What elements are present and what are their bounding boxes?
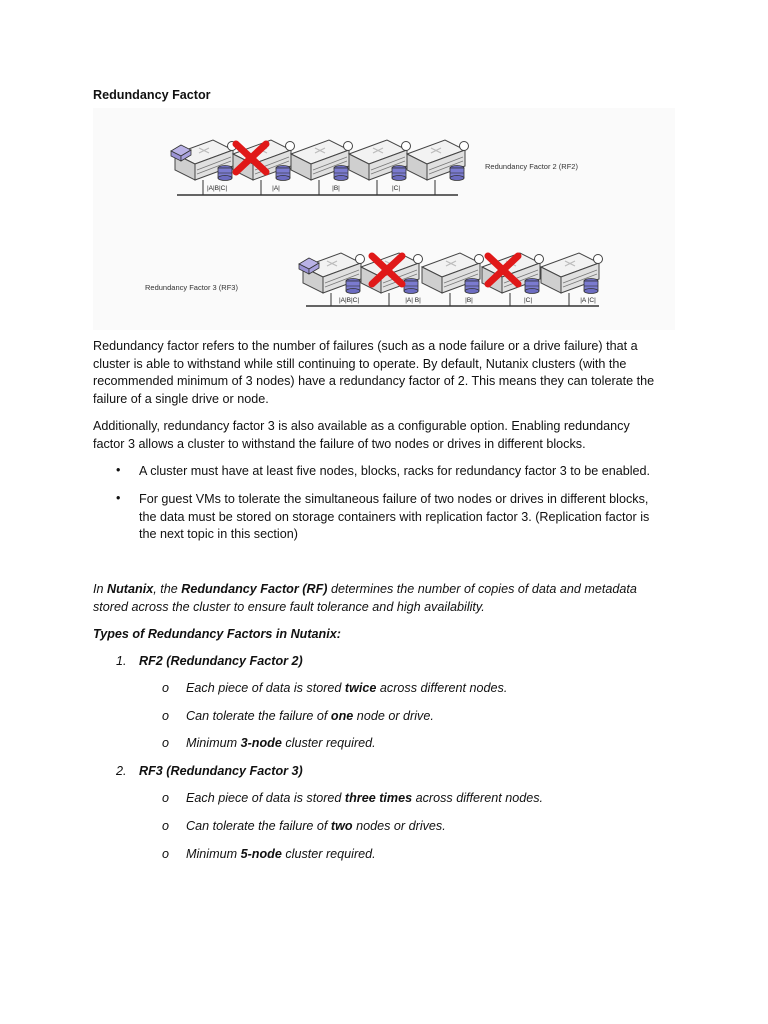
rf2-label: Redundancy Factor 2 (RF2) — [485, 162, 578, 171]
text-line: failure of a single drive or node. — [93, 391, 269, 406]
sub-bullet-marker: o — [162, 819, 170, 833]
text-line: In Nutanix, the Redundancy Factor (RF) determines the number of copies of data and metadata — [93, 582, 637, 596]
text-line: Redundancy factor refers to the number of failures (such as a node failure or a drive failure) that a — [93, 339, 638, 353]
sub-bullet-marker: o — [162, 681, 170, 695]
rf3-label: Redundancy Factor 3 (RF3) — [145, 283, 238, 292]
text-line: factor 3 allows a cluster to withstand the failure of two nodes or drives in different blocks. — [93, 436, 586, 451]
rf2-node-label: |C| — [391, 185, 401, 192]
text-line: A cluster must have at least five nodes, blocks, racks for redundancy factor 3 to be enabled. — [139, 464, 651, 478]
list-item: Minimum 5-node cluster required. — [186, 847, 376, 861]
rf3-node-label: |A|B|C| — [338, 297, 360, 304]
sub-bullet-marker: o — [162, 709, 170, 723]
paragraph-rf3-option — [93, 418, 683, 453]
text-line: recommended minimum of 3 nodes) have a redundancy factor of 2. This means they can tolerate the — [93, 374, 655, 389]
rf3-node-label: |B| — [465, 297, 473, 304]
bullet-item — [139, 491, 679, 544]
text-line: stored across the cluster to ensure fault tolerance and high availability. — [93, 599, 485, 614]
bullet-item — [139, 463, 679, 481]
sub-bullet-marker: o — [162, 847, 170, 861]
rf2-node-label: |A|B|C| — [206, 185, 228, 192]
text-line: For guest VMs to tolerate the simultaneous failure of two nodes or drives in different blocks, — [139, 492, 649, 506]
rf3-node-label: |A| B| — [405, 297, 421, 304]
paragraph-nutanix-rf — [93, 581, 683, 616]
list-item: Can tolerate the failure of two nodes or drives. — [186, 819, 446, 833]
redundancy-factor-diagram — [93, 108, 675, 330]
text-line: the data must be stored on storage containers with replication factor 3. (Replication factor is — [139, 509, 650, 524]
bullet-marker: • — [116, 463, 121, 477]
sub-bullet-marker: o — [162, 736, 170, 750]
rf2-heading: RF2 (Redundancy Factor 2) — [139, 654, 303, 668]
text-line: cluster is able to withstand while still continuing to operate. By default, Nutanix clusters (with the — [93, 356, 627, 371]
rf3-node-label: |C| — [523, 297, 533, 304]
text-line: the next topic in this section) — [139, 527, 298, 542]
types-heading: Types of Redundancy Factors in Nutanix: — [93, 627, 341, 641]
list-number: 1. — [116, 654, 127, 668]
text-line: Additionally, redundancy factor 3 is also available as a configurable option. Enabling redundancy — [93, 419, 630, 433]
rf2-node-label: |B| — [332, 185, 340, 192]
bullet-marker: • — [116, 491, 121, 505]
list-item: Minimum 3-node cluster required. — [186, 736, 376, 750]
rf3-node-label: |A |C| — [580, 297, 596, 304]
list-item: Each piece of data is stored three times across different nodes. — [186, 791, 544, 805]
rf3-heading: RF3 (Redundancy Factor 3) — [139, 764, 303, 778]
page-title: Redundancy Factor — [93, 88, 211, 102]
list-item: Each piece of data is stored twice across different nodes. — [186, 681, 508, 695]
sub-bullet-marker: o — [162, 791, 170, 805]
rf2-node-label: |A| — [272, 185, 280, 192]
paragraph-redundancy-definition — [93, 338, 683, 408]
list-item: Can tolerate the failure of one node or drive. — [186, 709, 434, 723]
list-number: 2. — [116, 764, 127, 778]
